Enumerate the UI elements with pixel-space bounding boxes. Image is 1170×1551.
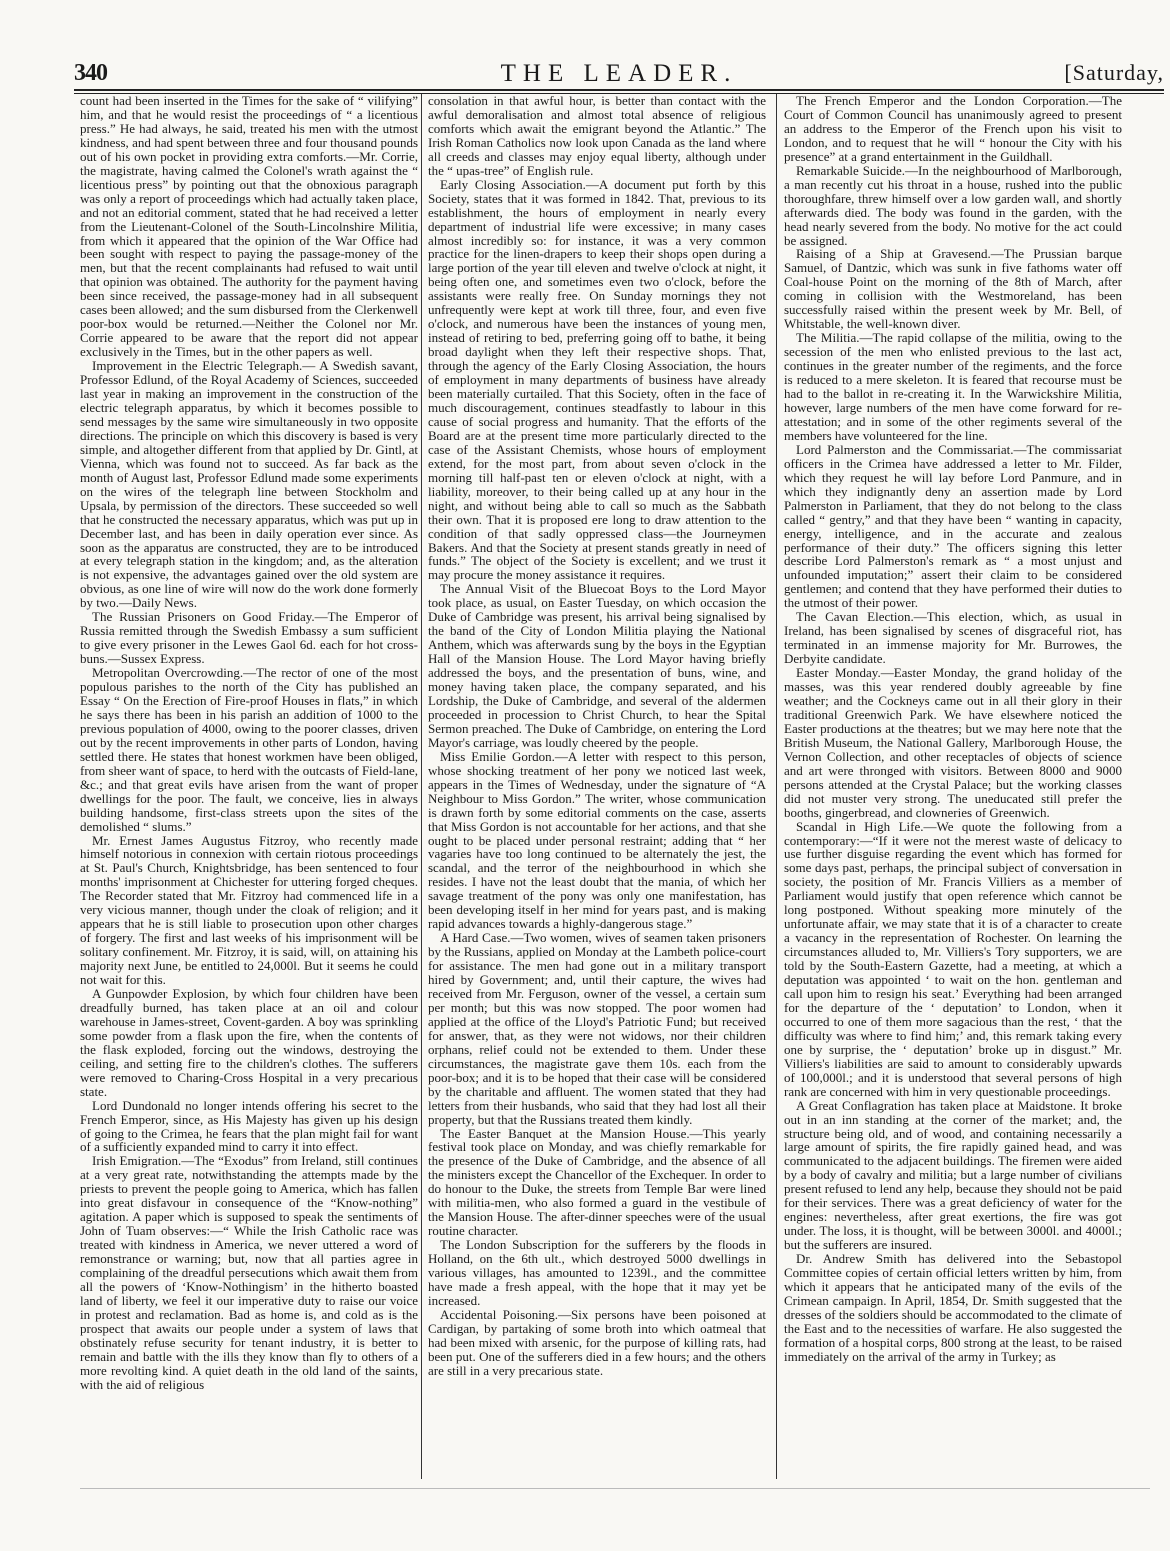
article-paragraph: The Annual Visit of the Bluecoat Boys to the Lord Mayor took place, as usual, on Easter Tuesday, on which occasion the Duke of Cambridge was present, his arrival being signalised by the band of the City of London Militia playing the National Anthem, which was afterwards sung by the boys in the Egyptian Hall of the Mansion House. The Lord Mayor having briefly addressed the boys, and the presentation of buns, wine, and money having taken place, the company separated, and his Lordship, the Duke of Cambridge, and several of the aldermen proceeded in procession to Christ Church, to hear the Spital Sermon preached. The Duke of Cambridge, on entering the Lord Mayor's carriage, was loudly cheered by the people. [428,581,766,750]
newspaper-title: THE LEADER. [500,60,738,87]
header-rule [74,89,1164,91]
article-paragraph: Lord Palmerston and the Commissariat.—The commissariat officers in the Crimea have addressed a letter to Mr. Filder, which they request he will lay before Lord Panmure, and in which they indignantly deny an assertion made by Lord Palmerston in Parliament, that they do not belong to the class called “ gentry,” and that they have been “ wanting in capacity, energy, intelligence, and in the accurate and zealous performance of their duty.” The officers signing this letter describe Lord Palmerston's remark as “ a most unjust and unfounded imputation;” assert their claim to be considered gentlemen; and contend that they have performed their duties to the utmost of their power. [784,441,1122,611]
article-paragraph: A Hard Case.—Two women, wives of seamen taken prisoners by the Russians, applied on Monday at the Lambeth police-court for assistance. The men had gone out in a military transport hired by Government; and, until their capture, the wives had received from Mr. Ferguson, owner of the vessel, a certain sum per month; but this was now stopped. The poor women had applied at the office of the Lloyd's Patriotic Fund; but received for answer, that, as they were not widows, nor their children orphans, relief could not be extended to them. Under these circumstances, the magistrate gave them 10s. each from the poor-box; and it is to be hoped that their case will be considered by the charitable and affluent. The women stated that they had letters from their husbands, who said that they had lost all their property, but that the Russians treated them kindly. [428,930,766,1127]
article-paragraph: The Militia.—The rapid collapse of the militia, owing to the secession of the men who enlisted previous to the last act, continues in the greater number of the regiments, and the force is reduced to a mere skeleton. It is feared that recourse must be had to the ballot in re-creating it. In the Warwickshire Militia, however, large numbers of the men have come forward for re-attestation; and in some of the other regiments several of the members have volunteered for the line. [784,330,1122,443]
page-header [74,60,1164,86]
article-paragraph: Irish Emigration.—The “Exodus” from Ireland, still continues at a very great rate, notwithstanding the attempts made by the priests to prevent the people going to America, which has fallen into great disfavour in consequence of the “Know-nothing” agitation. A paper which is supposed to speak the sentiments of John of Tuam observes:—“ While the Irish Catholic race was treated with kindness in America, we never uttered a word of remonstrance or warning; but, now that all parties agree in complaining of the dreadful persecutions which await them from all the powers of ‘Know-Nothingism’ in the hitherto boasted land of liberty, we feel it our imperative duty to raise our voice in protest and reclamation. Bad as home is, and cold as is the prospect that awaits our people under a system of laws that obstinately refuse security for tenant industry, it is better to remain and battle with the ills they know than fly to others of a more revolting kind. A quiet death in the old land of the saints, with the aid of religious [80,1153,418,1392]
article-paragraph: Early Closing Association.—A document put forth by this Society, states that it was formed in 1842. That, previous to its establishment, the hours of employment in nearly every department of industrial life were excessive; in many cases almost incredibly so: for instance, it was a very common practice for the linen-drapers to keep their shops open during a large portion of the year till eleven and twelve o'clock at night, it being often one, and sometimes even two o'clock, before the assistants were really free. On Sunday mornings they not unfrequently were kept at work till three, four, and even five o'clock, and numerous have been the instances of young men, instead of retiring to bed, preferring going off to bathe, it being broad daylight when they left their respective shops. That, through the agency of the Early Closing Association, the hours of employment in many departments of business have already been materially curtailed. That this Society, often in the face of much discouragement, continues steadfastly to labour in this cause of social progress and humanity. That the efforts of the Board are at the present time more particularly directed to the case of the Assistant Chemists, whose hours of employment extend, for the most part, from about seven o'clock in the morning till half-past ten or eleven o'clock at night, with a liability, moreover, to their being called up at any hour in the night, and without being able to call so much as the Sabbath their own. That it is proposed ere long to draw attention to the condition of that sadly oppressed class—the Journeymen Bakers. And that the Society at present stands greatly in need of funds.” The object of the Society is excellent; and we trust it may procure the money assistance it requires. [428,176,766,583]
column-1 [80,94,418,1474]
page-number: 340 [74,60,107,86]
article-paragraph: Raising of a Ship at Gravesend.—The Prussian barque Samuel, of Dantzic, which was sunk in five fathoms water off Coal-house Point on the morning of the 8th of March, after coming in collision with the Westmoreland, has been successfully raised within the present week by Mr. Bell, of Whitstable, the well-known diver. [784,246,1122,332]
article-paragraph: Metropolitan Overcrowding.—The rector of one of the most populous parishes to the north of the City has published an Essay “ On the Erection of Fire-proof Houses in flats,” in which he says there has been in his parish an addition of 1000 to the previous population of 4000, owing to the poorer classes, driven out by the recent improvements in other parts of London, having settled there. He states that honest workmen have been obliged, from sheer want of space, to herd with the outcasts of Field-lane, &c.; and that great evils have arisen from the want of proper dwellings for the poor. The fault, we conceive, lies in always building handsome, first-class streets upon the sites of the demolished “ slums.” [80,665,418,834]
article-paragraph: A Great Conflagration has taken place at Maidstone. It broke out in an inn standing at the corner of the market; and, the structure being old, and of wood, and containing necessarily a large amount of spirits, the fire rapidly gained head, and was communicated to the adjacent buildings. The firemen were aided by a body of cavalry and militia; but a large number of civilians present refused to lend any help, because they should not be paid for their services. There was a great deficiency of water for the engines: nevertheless, after great exertions, the fire was got under. The loss, it is thought, will be between 3000l. and 4000l.; but the sufferers are insured. [784,1097,1122,1253]
article-paragraph: The Russian Prisoners on Good Friday.—The Emperor of Russia remitted through the Swedish Embassy a sum sufficient to give every prisoner in the Lewes Gaol 6d. each for hot cross-buns.—Sussex Express. [80,609,418,667]
article-paragraph: Miss Emilie Gordon.—A letter with respect to this person, whose shocking treatment of her pony we noticed last week, appears in the Times of Wednesday, under the signature of “A Neighbour to Miss Gordon.” The writer, whose communication is drawn forth by some editorial comments on the case, asserts that Miss Gordon is not accountable for her actions, and that she ought to be placed under personal restraint; adding that “ her vagaries have too long continued to be alternately the jest, the scandal, and the terror of the neighbourhood in which she resides. I have not the least doubt that the mania, of which her savage treatment of the pony was only one manifestation, has been developing itself in her mind for years past, and is making rapid advances towards a highly-dangerous stage.” [428,748,766,932]
article-paragraph: The French Emperor and the London Corporation.—The Court of Common Council has unanimously agreed to present an address to the Emperor of the French upon his visit to London, and to request that he will “ honour the City with his presence” at a grand entertainment in the Guildhall. [784,94,1122,164]
article-paragraph: Scandal in High Life.—We quote the following from a contemporary:—“If it were not the merest waste of delicacy to use further disguise regarding the event which has formed for some days past, perhaps, the principal subject of conversation in society, the position of Mr. Francis Villiers as a member of Parliament would justify that open reference which cannot be long postponed. Without speaking more minutely of the unfortunate affair, we may state that it is of a character to create a vacancy in the representation of Rochester. On learning the circumstances alluded to, Mr. Villiers's Tory supporters, we are told by the South-Eastern Gazette, had a meeting, at which a deputation was appointed ‘ to wait on the hon. gentleman and call upon him to resign his seat.’ Everything had been arranged for the departure of the ‘ deputation’ to London, when it occurred to one of them more sagacious than the rest, ‘ that the difficulty was where to find him;’ and, this remark taking every one by surprise, the ‘ deputation’ broke up in disgust.” Mr. Villiers's liabilities are said to amount to considerably upwards of 100,000l.; and it is understood that several persons of high rank are concerned with him in very questionable proceedings. [784,818,1122,1099]
article-paragraph: The Cavan Election.—This election, which, as usual in Ireland, has been signalised by scenes of disgraceful riot, has terminated in an immense majority for Mr. Burrowes, the Derbyite candidate. [784,609,1122,667]
article-paragraph: count had been inserted in the Times for the sake of “ vilifying” him, and that he would resist the proceedings of “ a licentious press.” He had always, he said, treated his men with the utmost kindness, and had spent between three and four thousand pounds out of his own pocket in providing extra comforts.—Mr. Corrie, the magistrate, having calmed the Colonel's wrath against the “ licentious press” by pointing out that the obnoxious paragraph was only a report of proceedings which had actually taken place, and not an editorial comment, stated that he had received a letter from the Lieutenant-Colonel of the South-Lincolnshire Militia, from which it appeared that the opinion of the War Office had been sought with respect to paying the passage-money of the men, but that the recent complainants had refused to wait until that opinion was obtained. The authority for the payment having been since received, the passage-money had in all subsequent cases been allowed; and the sum disbursed from the Clerkenwell poor-box would be returned.—Neither the Colonel nor Mr. Corrie appeared to be aware that the report did not appear exclusively in the Times, but in the other papers as well. [80,94,418,360]
article-paragraph: consolation in that awful hour, is better than contact with the awful demoralisation and almost total absence of religious comforts which await the emigrant beyond the Atlantic.” The Irish Roman Catholics now look upon Canada as the land where all creeds and classes may enjoy equal liberty, although under the “ upas-tree” of English rule. [428,94,766,178]
article-paragraph: Remarkable Suicide.—In the neighbourhood of Marlborough, a man recently cut his throat in a house, rushed into the public thoroughfare, threw himself over a low garden wall, and shortly afterwards died. The body was found in the garden, with the head nearly severed from the body. No motive for the act could be assigned. [784,162,1122,248]
article-paragraph: Lord Dundonald no longer intends offering his secret to the French Emperor, since, as His Majesty has given up his design of going to the Crimea, he fears that the plan might fail for want of a sufficiently expanded mind to carry it into effect. [80,1097,418,1155]
column-2 [428,94,766,1474]
article-paragraph: A Gunpowder Explosion, by which four children have been dreadfully burned, has taken place at an oil and colour warehouse in James-street, Covent-garden. A boy was sprinkling some powder from a flask upon the fire, when the contents of the flask exploded, forcing out the windows, destroying the ceiling, and setting fire to the children's clothes. The sufferers were removed to Charing-Cross Hospital in a very precarious state. [80,986,418,1099]
issue-day: [Saturday, [1064,60,1164,85]
page-bottom-rule [80,1488,1150,1489]
article-paragraph: Easter Monday.—Easter Monday, the grand holiday of the masses, was this year rendered doubly agreeable by fine weather; and the Cockneys came out in all their glory in their traditional Greenwich Park. We have elsewhere noticed the Easter productions at the theatres; but we may here note that the British Museum, the National Gallery, Marlborough House, the Vernon Collection, and other receptacles of objects of science and art were thronged with visitors. Between 8000 and 9000 persons attended at the Crystal Palace; but the working classes did not muster very strong. The uneducated still prefer the booths, gingerbread, and clowneries of Greenwich. [784,665,1122,820]
article-paragraph: Dr. Andrew Smith has delivered into the Sebastopol Committee copies of certain official letters written by him, from which it appears that he anticipated many of the evils of the Crimean campaign. In April, 1854, Dr. Smith suggested that the dresses of the soldiers should be accommodated to the climate of the East and to the necessities of warfare. He also suggested the formation of a hospital corps, 800 strong at the least, to be raised immediately on the arrival of the army in Turkey; as [784,1251,1122,1364]
column-divider-1 [421,94,422,1479]
article-paragraph: Mr. Ernest James Augustus Fitzroy, who recently made himself notorious in connexion with certain riotous proceedings at St. Paul's Church, Knightsbridge, has been sentenced to four months' imprisonment at Chichester for uttering forged cheques. The Recorder stated that Mr. Fitzroy had commenced life in a very vicious manner, though under the cloak of religion; and it appears that he is still liable to prosecution upon other charges of forgery. The first and last weeks of his imprisonment will be solitary confinement. Mr. Fitzroy, it is said, will, on attaining his majority next June, be entitled to 24,000l. But it seems he could not wait for this. [80,832,418,988]
column-3 [784,94,1122,1474]
article-paragraph: Improvement in the Electric Telegraph.— A Swedish savant, Professor Edlund, of the Royal Academy of Sciences, succeeded last year in making an improvement in the construction of the electric telegraph apparatus, by which it becomes possible to send messages by the same wire simultaneously in two opposite directions. The principle on which this discovery is based is very simple, and altogether different from that applied by Dr. Gintl, at Vienna, which was found not to succeed. As far back as the month of August last, Professor Edlund made some experiments on the wires of the telegraph line between Stockholm and Upsala, by permission of the directors. These succeeded so well that he constructed the necessary apparatus, which was put up in December last, and has been in daily operation ever since. As soon as the apparatus are constructed, they are to be introduced at every telegraph station in the kingdom; and, as the alteration is not expensive, the advantages gained over the old system are obvious, as one line of wire will now do the work done formerly by two.—Daily News. [80,358,418,611]
article-paragraph: The London Subscription for the sufferers by the floods in Holland, on the 6th ult., which destroyed 5000 dwellings in various villages, has amounted to 1239l., and the committee have made a fresh appeal, with the hope that it may yet be increased. [428,1237,766,1308]
column-divider-2 [776,94,777,1479]
article-paragraph: Accidental Poisoning.—Six persons have been poisoned at Cardigan, by partaking of some broth into which oatmeal that had been mixed with arsenic, for the purpose of killing rats, had been put. One of the sufferers died in a few hours; and the others are still in a very precarious state. [428,1306,766,1378]
article-paragraph: The Easter Banquet at the Mansion House.—This yearly festival took place on Monday, and was chiefly remarkable for the presence of the Duke of Cambridge, and the absence of all the ministers except the Chancellor of the Exchequer. In order to do honour to the Duke, the streets from Temple Bar were lined with militia-men, who also formed a guard in the vestibule of the Mansion House. The after-dinner speeches were of the usual routine character. [428,1125,766,1239]
